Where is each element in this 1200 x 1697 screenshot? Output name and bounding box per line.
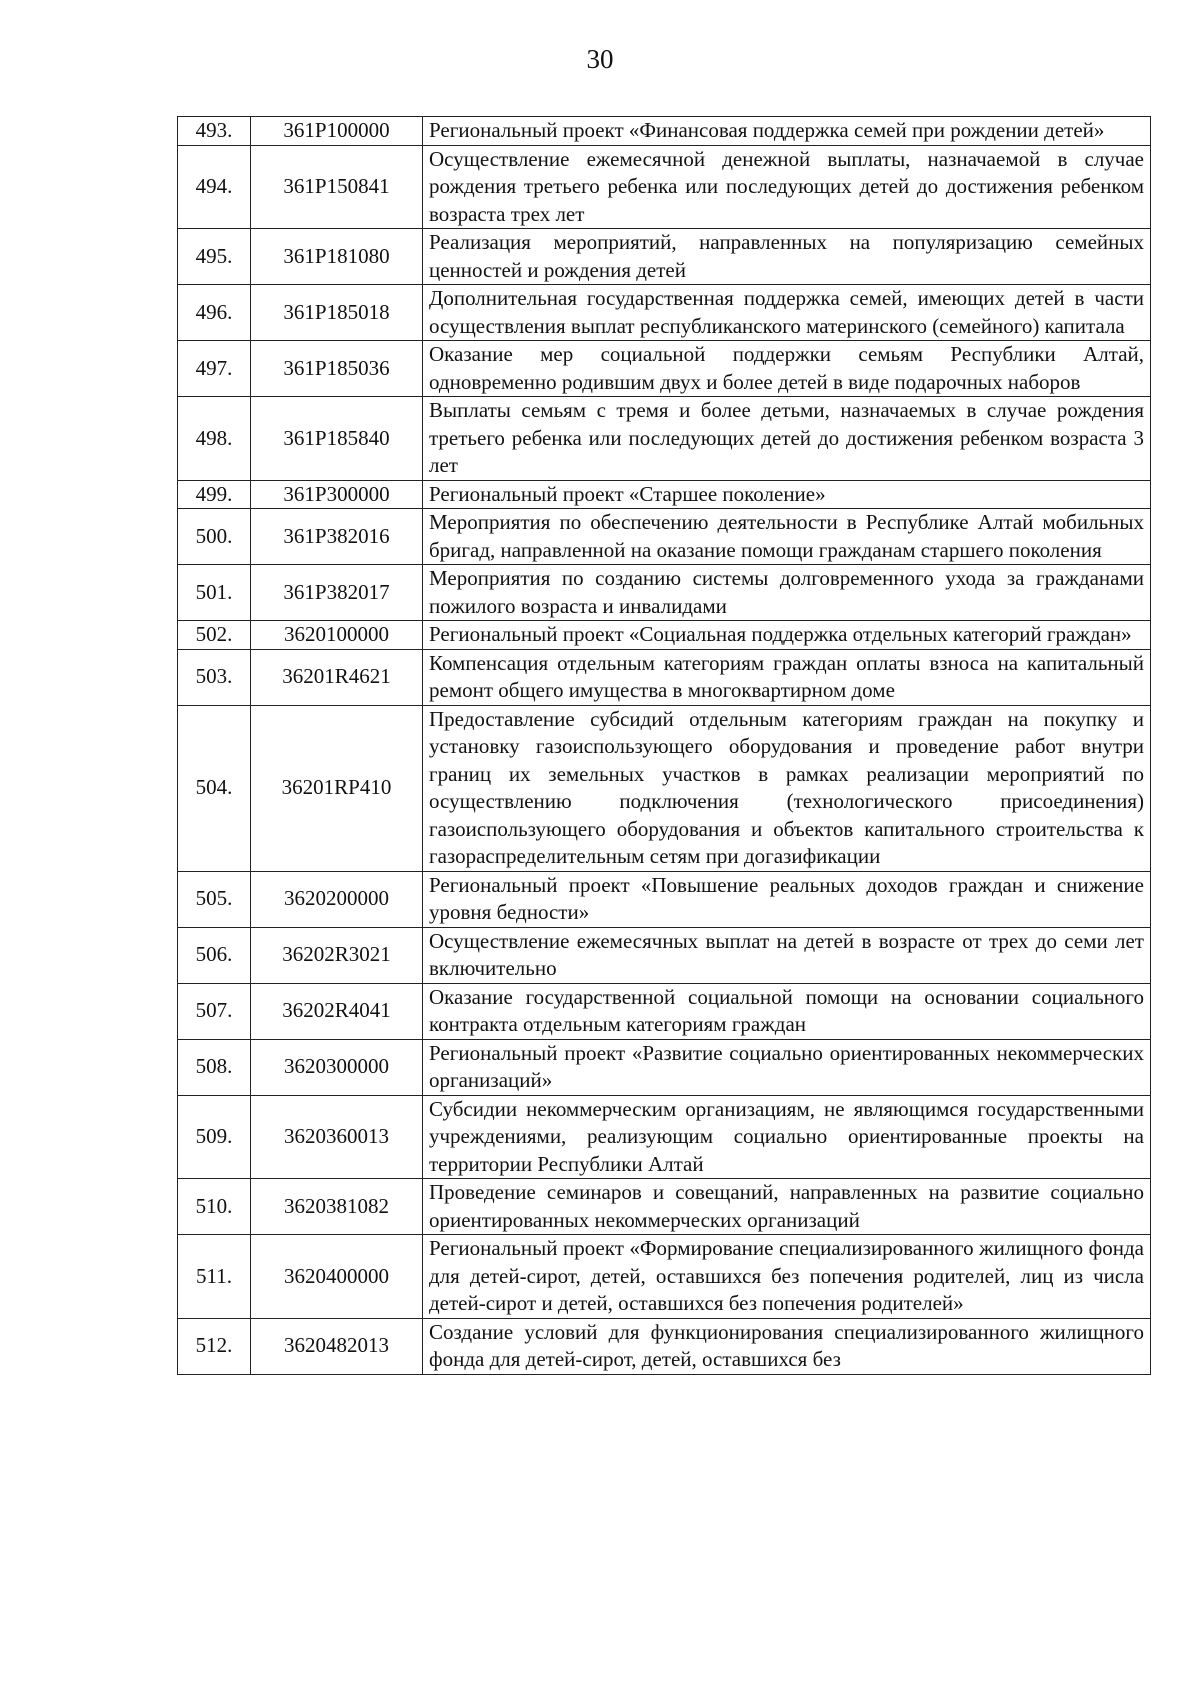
row-number: 503.: [178, 649, 251, 705]
row-code: 3620200000: [251, 871, 423, 927]
row-code: 3620360013: [251, 1095, 423, 1179]
row-number: 508.: [178, 1039, 251, 1095]
row-number: 498.: [178, 397, 251, 481]
table-row: [178, 117, 1151, 146]
table-row: [178, 1318, 1151, 1374]
row-number: 509.: [178, 1095, 251, 1179]
table-row: [178, 1235, 1151, 1319]
row-code: 361P382017: [251, 565, 423, 621]
row-code: 361P181080: [251, 229, 423, 285]
row-number: 494.: [178, 145, 251, 229]
row-code: 36201R4621: [251, 649, 423, 705]
row-name: Региональный проект «Развитие социально ориентированных некоммерческих организаций»: [423, 1039, 1151, 1095]
row-name: Предоставление субсидий отдельным категориям граждан на покупку и установку газоиспользующего оборудования и проведение работ внутри границ их земельных участков в рамках реализации мероприятий по осуществлению подключения (технологического присоединения) газоиспользующего оборудования и объектов капитального строительства к газораспределительным сетям при догазификации: [423, 705, 1151, 871]
row-code: 361P150841: [251, 145, 423, 229]
row-number: 501.: [178, 565, 251, 621]
table-row: [178, 509, 1151, 565]
row-name: Региональный проект «Финансовая поддержка семей при рождении детей»: [423, 117, 1151, 146]
row-name: Компенсация отдельным категориям граждан оплаты взноса на капитальный ремонт общего имущества в многоквартирном доме: [423, 649, 1151, 705]
row-name: Создание условий для функционирования специализированного жилищного фонда для детей-сирот, детей, оставшихся без: [423, 1318, 1151, 1374]
row-code: 361P185840: [251, 397, 423, 481]
row-number: 506.: [178, 927, 251, 983]
table-row: [178, 341, 1151, 397]
row-code: 3620400000: [251, 1235, 423, 1319]
table-row: [178, 871, 1151, 927]
table-row: [178, 1039, 1151, 1095]
table-row: [178, 397, 1151, 481]
row-name: Осуществление ежемесячных выплат на детей в возрасте от трех до семи лет включительно: [423, 927, 1151, 983]
row-name: Региональный проект «Старшее поколение»: [423, 480, 1151, 509]
registry-table-body: [178, 117, 1151, 1375]
row-code: 361P100000: [251, 117, 423, 146]
row-code: 361P382016: [251, 509, 423, 565]
row-code: 361P185036: [251, 341, 423, 397]
row-number: 511.: [178, 1235, 251, 1319]
table-row: [178, 480, 1151, 509]
row-code: 3620482013: [251, 1318, 423, 1374]
row-number: 493.: [178, 117, 251, 146]
row-name: Выплаты семьям с тремя и более детьми, назначаемых в случае рождения третьего ребенка или последующих детей до достижения ребенком возраста 3 лет: [423, 397, 1151, 481]
row-name: Проведение семинаров и совещаний, направленных на развитие социально ориентированных некоммерческих организаций: [423, 1179, 1151, 1235]
row-code: 36202R3021: [251, 927, 423, 983]
row-number: 502.: [178, 621, 251, 650]
row-name: Осуществление ежемесячной денежной выплаты, назначаемой в случае рождения третьего ребенка или последующих детей до достижения ребенком возраста трех лет: [423, 145, 1151, 229]
row-name: Оказание государственной социальной помощи на основании социального контракта отдельным категориям граждан: [423, 983, 1151, 1039]
table-row: [178, 229, 1151, 285]
row-name: Региональный проект «Формирование специализированного жилищного фонда для детей-сирот, детей, оставшихся без попечения родителей, лиц из числа детей-сирот и детей, оставшихся без попечения родителей»: [423, 1235, 1151, 1319]
table-row: [178, 565, 1151, 621]
page-number: 30: [586, 44, 614, 74]
row-name: Реализация мероприятий, направленных на популяризацию семейных ценностей и рождения детей: [423, 229, 1151, 285]
registry-table: [177, 116, 1151, 1375]
table-row: [178, 983, 1151, 1039]
row-number: 504.: [178, 705, 251, 871]
table-row: [178, 1095, 1151, 1179]
row-code: 36202R4041: [251, 983, 423, 1039]
table-row: [178, 145, 1151, 229]
row-number: 510.: [178, 1179, 251, 1235]
table-row: [178, 285, 1151, 341]
table-row: [178, 1179, 1151, 1235]
table-row: [178, 649, 1151, 705]
row-code: 3620100000: [251, 621, 423, 650]
row-name: Оказание мер социальной поддержки семьям Республики Алтай, одновременно родившим двух и более детей в виде подарочных наборов: [423, 341, 1151, 397]
row-code: 361P300000: [251, 480, 423, 509]
row-name: Региональный проект «Социальная поддержка отдельных категорий граждан»: [423, 621, 1151, 650]
row-name: Субсидии некоммерческим организациям, не являющимся государственными учреждениями, реализующим социально ориентированные проекты на территории Республики Алтай: [423, 1095, 1151, 1179]
table-row: [178, 927, 1151, 983]
row-code: 361P185018: [251, 285, 423, 341]
row-name: Региональный проект «Повышение реальных доходов граждан и снижение уровня бедности»: [423, 871, 1151, 927]
row-number: 497.: [178, 341, 251, 397]
row-number: 499.: [178, 480, 251, 509]
row-name: Мероприятия по созданию системы долговременного ухода за гражданами пожилого возраста и инвалидами: [423, 565, 1151, 621]
row-name: Дополнительная государственная поддержка семей, имеющих детей в части осуществления выплат республиканского материнского (семейного) капитала: [423, 285, 1151, 341]
row-code: 3620300000: [251, 1039, 423, 1095]
row-number: 500.: [178, 509, 251, 565]
row-code: 3620381082: [251, 1179, 423, 1235]
row-number: 512.: [178, 1318, 251, 1374]
table-row: [178, 705, 1151, 871]
row-number: 496.: [178, 285, 251, 341]
row-number: 505.: [178, 871, 251, 927]
row-code: 36201RP410: [251, 705, 423, 871]
row-number: 495.: [178, 229, 251, 285]
table-row: [178, 621, 1151, 650]
row-name: Мероприятия по обеспечению деятельности в Республике Алтай мобильных бригад, направленной на оказание помощи гражданам старшего поколения: [423, 509, 1151, 565]
row-number: 507.: [178, 983, 251, 1039]
